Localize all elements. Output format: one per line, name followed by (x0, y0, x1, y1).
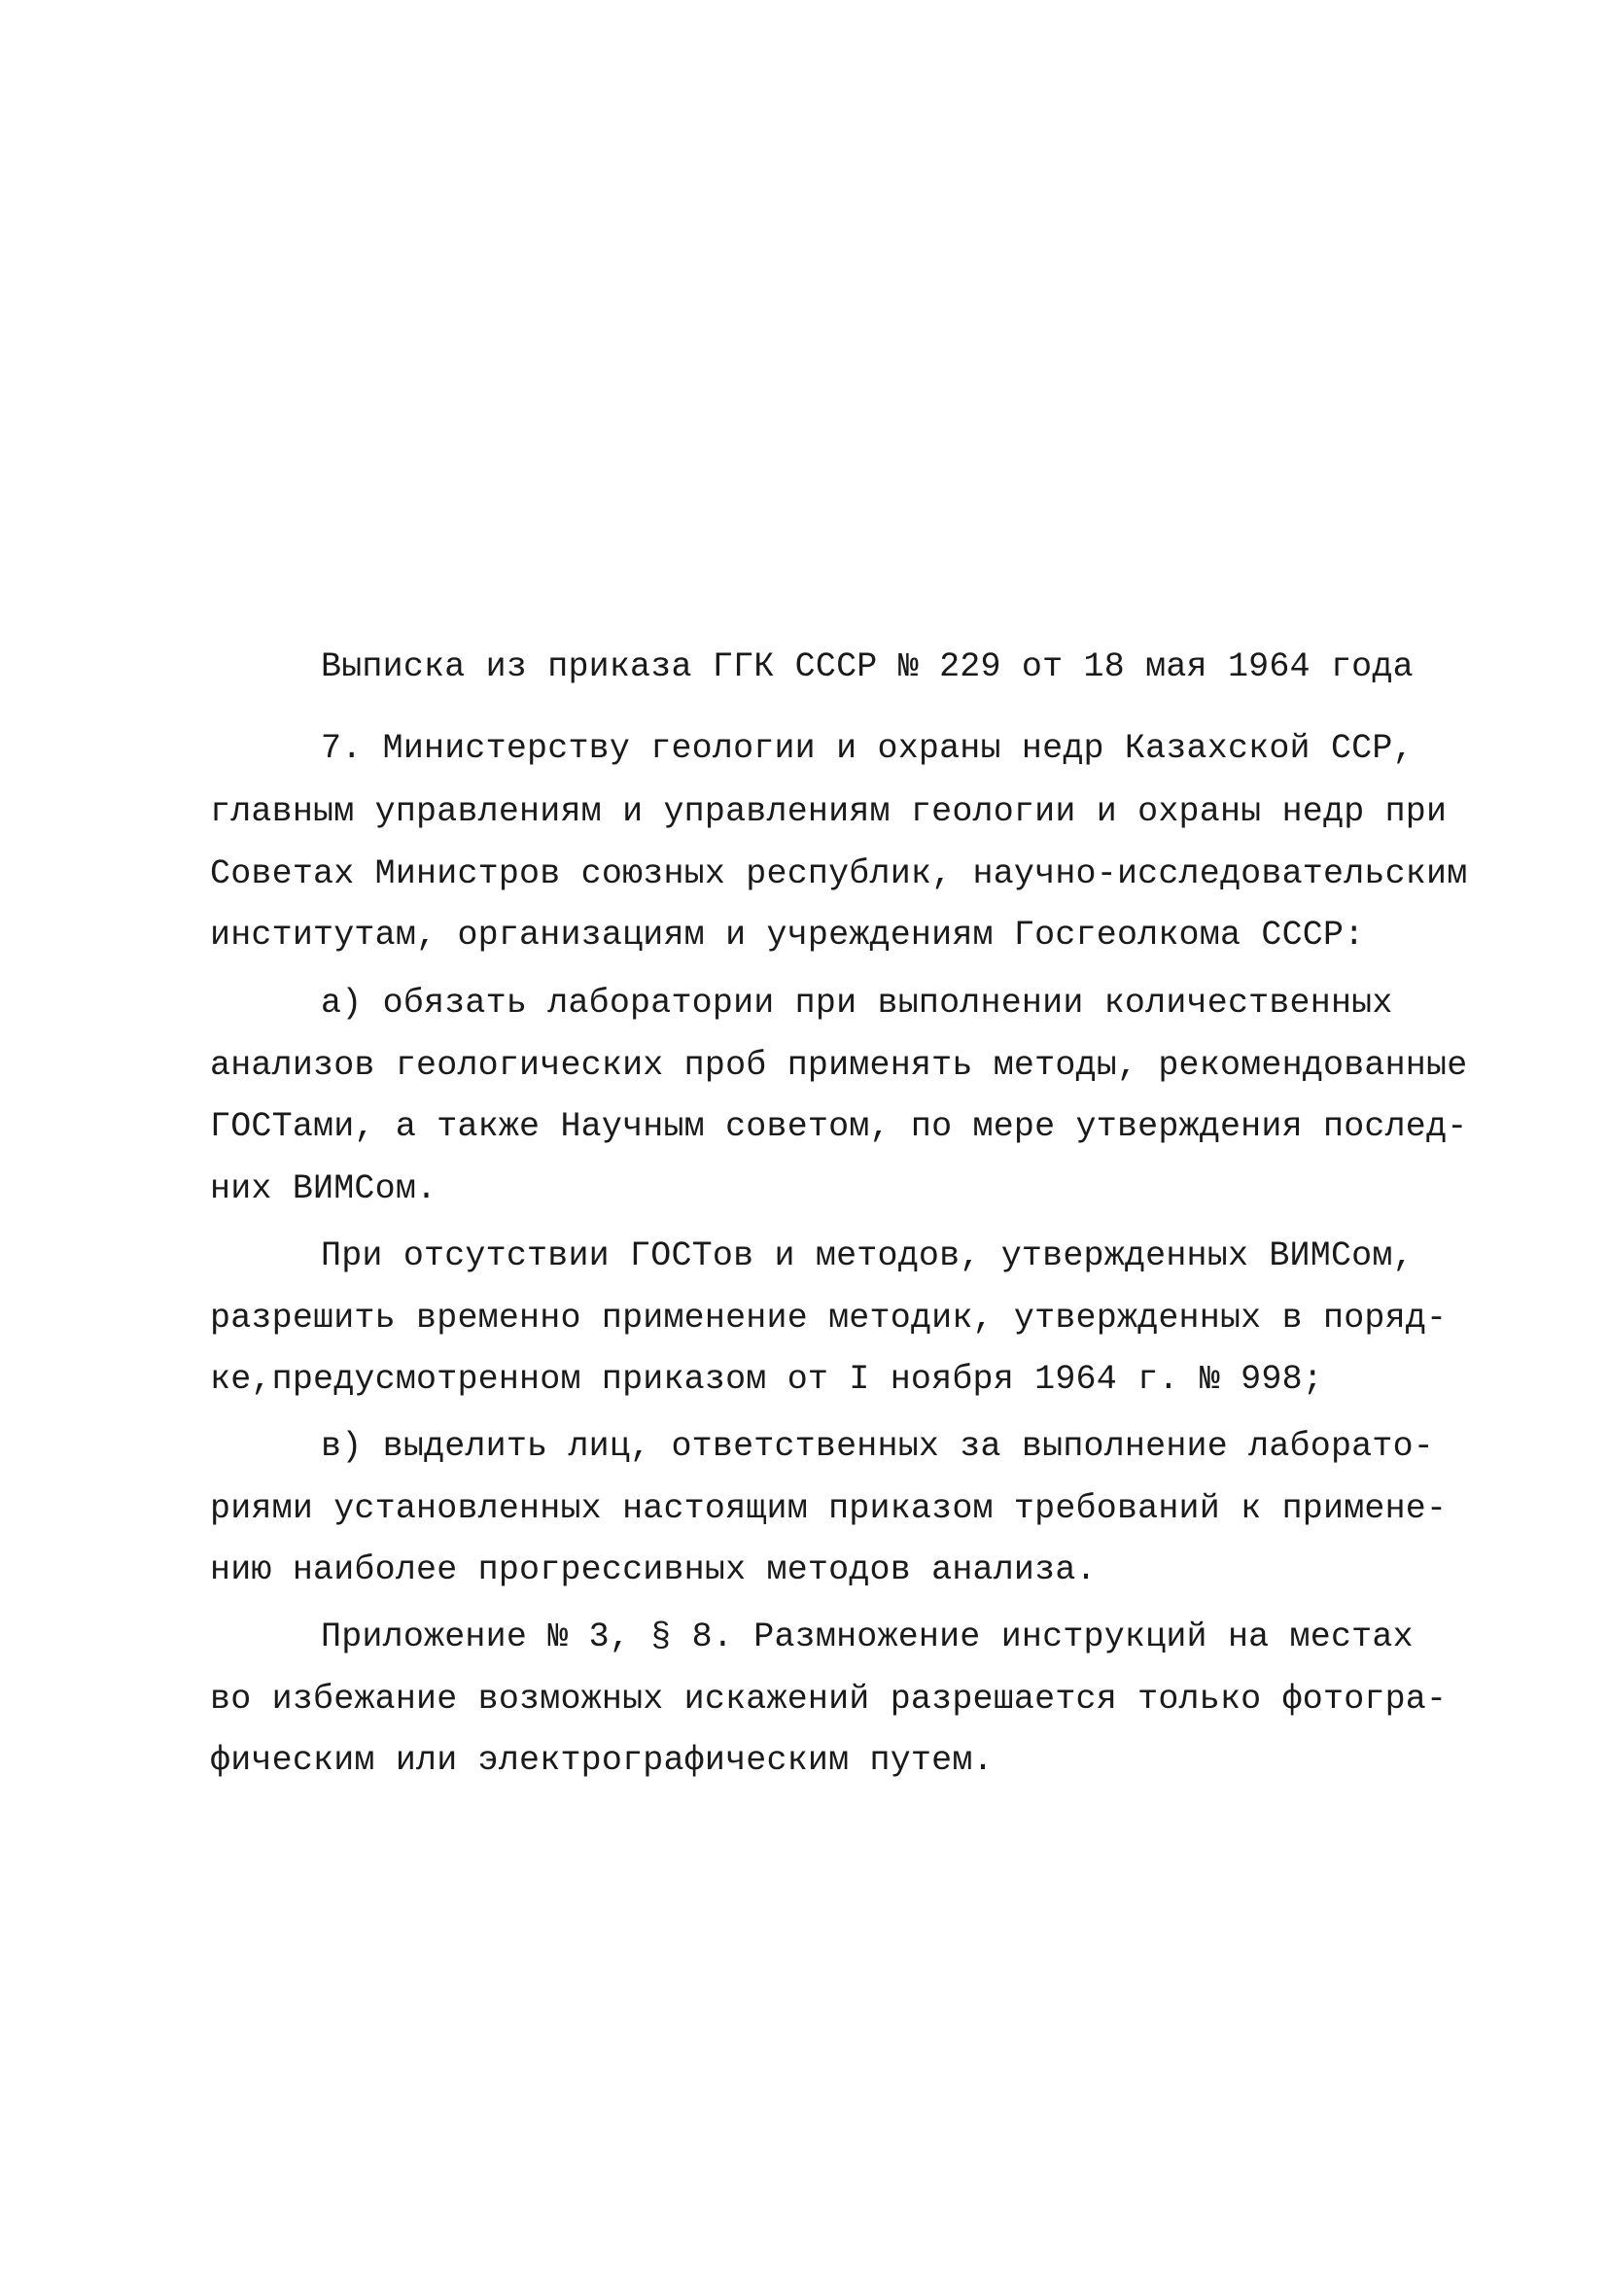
paragraph-3-line-3: ке,предусмотренном приказом от I ноября 1964 г. № 998; (210, 1360, 1323, 1399)
document-title: Выписка из приказа ГГК СССР № 229 от 18 мая 1964 года (321, 647, 1414, 686)
paragraph-2-line-2: анализов геологических проб применять методы, рекомендованные (210, 1046, 1468, 1085)
paragraph-5-line-3: фическим или электрографическим путем. (210, 1741, 994, 1780)
paragraph-3-line-2: разрешить временно применение методик, утвержденных в поряд- (210, 1299, 1448, 1338)
paragraph-2-line-4: них ВИМСом. (210, 1169, 437, 1208)
paragraph-5-line-1: Приложение № 3, § 8. Размножение инструкций на местах (321, 1618, 1414, 1656)
paragraph-1-line-2: главным управлениям и управлениям геологии и охраны недр при (210, 792, 1448, 831)
paragraph-2-line-1: а) обязать лаборатории при выполнении количественных (321, 984, 1393, 1023)
paragraph-1-line-1: 7. Министерству геологии и охраны недр Казахской ССР, (321, 729, 1414, 768)
paragraph-5-line-2: во избежание возможных искажений разрешается только фотогра- (210, 1680, 1448, 1719)
paragraph-4-line-1: в) выделить лиц, ответственных за выполнение лаборато- (321, 1427, 1434, 1466)
paragraph-4-line-3: нию наиболее прогрессивных методов анализа. (210, 1550, 1097, 1589)
paragraph-2-line-3: ГОСТами, а также Научным советом, по мере утверждения послед- (210, 1107, 1468, 1146)
paragraph-4-line-2: риями установленных настоящим приказом требований к примене- (210, 1489, 1448, 1528)
paragraph-1-line-4: институтам, организациям и учреждениям Госгеолкома СССР: (210, 916, 1365, 955)
paragraph-1-line-3: Советах Министров союзных республик, научно-исследовательским (210, 854, 1468, 893)
paragraph-3-line-1: При отсутствии ГОСТов и методов, утвержденных ВИМСом, (321, 1236, 1414, 1275)
